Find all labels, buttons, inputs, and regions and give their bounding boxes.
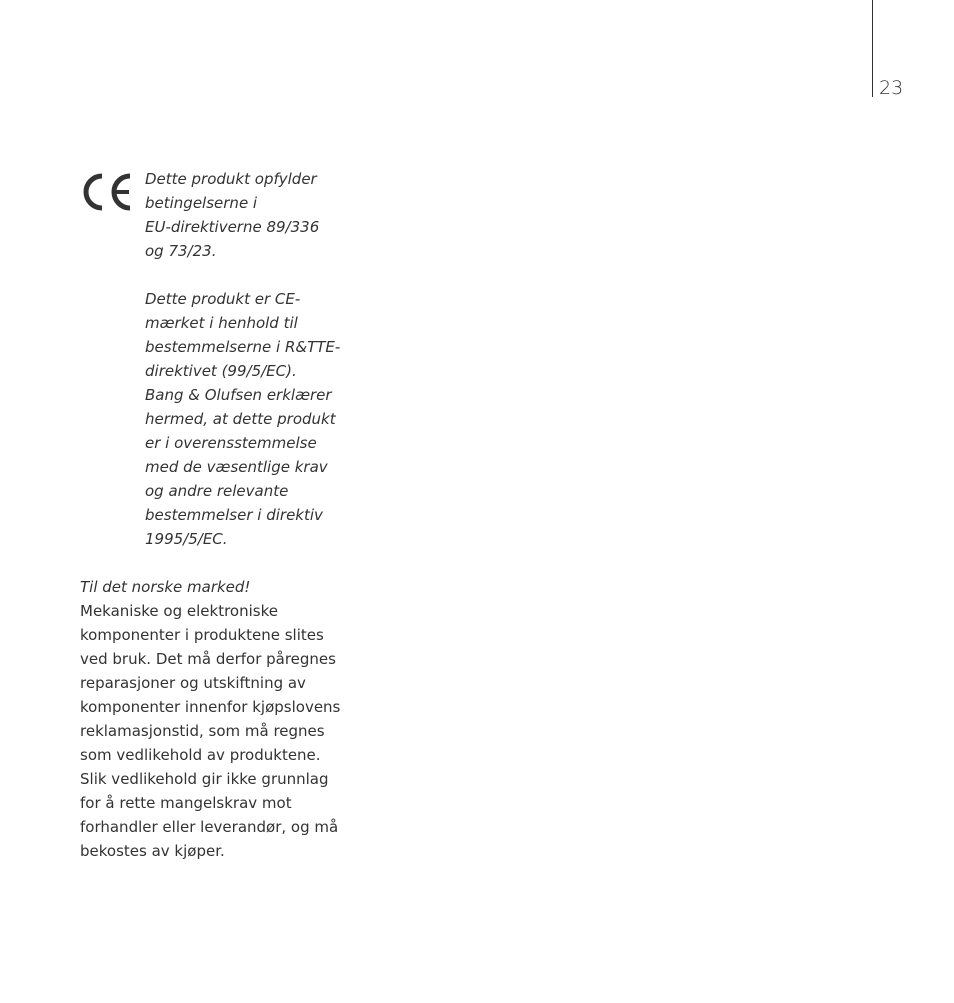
- page-number: 23: [879, 77, 904, 99]
- text-line: Dette produkt opfylder: [145, 170, 317, 188]
- norway-notice: [80, 575, 340, 863]
- ce-paragraph-1: [145, 167, 335, 263]
- text-line: og andre relevante: [145, 482, 289, 500]
- text-line: reklamasjonstid, som må regnes: [80, 722, 325, 740]
- text-line: bestemmelserne i R&TTE-: [145, 338, 341, 356]
- text-line: betingelserne i: [145, 194, 258, 212]
- text-line: bekostes av kjøper.: [80, 842, 225, 860]
- text-line: reparasjoner og utskiftning av: [80, 674, 306, 692]
- text-line: og 73/23.: [145, 242, 217, 260]
- ce-declaration: [145, 167, 341, 551]
- text-line: ved bruk. Det må derfor påregnes: [80, 650, 336, 668]
- section-heading: Til det norske marked!: [80, 578, 251, 596]
- text-line: som vedlikehold av produktene.: [80, 746, 321, 764]
- paragraph-spacer: [145, 263, 335, 287]
- text-line: komponenter i produktene slites: [80, 626, 324, 644]
- text-line: mærket i henhold til: [145, 314, 298, 332]
- text-line: 1995/5/EC.: [145, 530, 228, 548]
- text-line: hermed, at dette produkt: [145, 410, 336, 428]
- text-line: bestemmelser i direktiv: [145, 506, 323, 524]
- text-line: Slik vedlikehold gir ikke grunnlag: [80, 770, 329, 788]
- page-margin-rule: [872, 0, 873, 97]
- text-line: Dette produkt er CE-: [145, 290, 301, 308]
- text-line: EU-direktiverne 89/336: [145, 218, 320, 236]
- text-line: komponenter innenfor kjøpslovens: [80, 698, 341, 716]
- text-line: er i overensstemmelse: [145, 434, 317, 452]
- text-line: Mekaniske og elektroniske: [80, 602, 278, 620]
- text-line: forhandler eller leverandør, og må: [80, 818, 339, 836]
- text-line: med de væsentlige krav: [145, 458, 328, 476]
- ce-paragraph-2: [145, 287, 341, 551]
- text-line: for å rette mangelskrav mot: [80, 794, 292, 812]
- text-line: direktivet (99/5/EC).: [145, 362, 297, 380]
- text-line: Bang & Olufsen erklærer: [145, 386, 332, 404]
- ce-mark-icon: [80, 172, 136, 212]
